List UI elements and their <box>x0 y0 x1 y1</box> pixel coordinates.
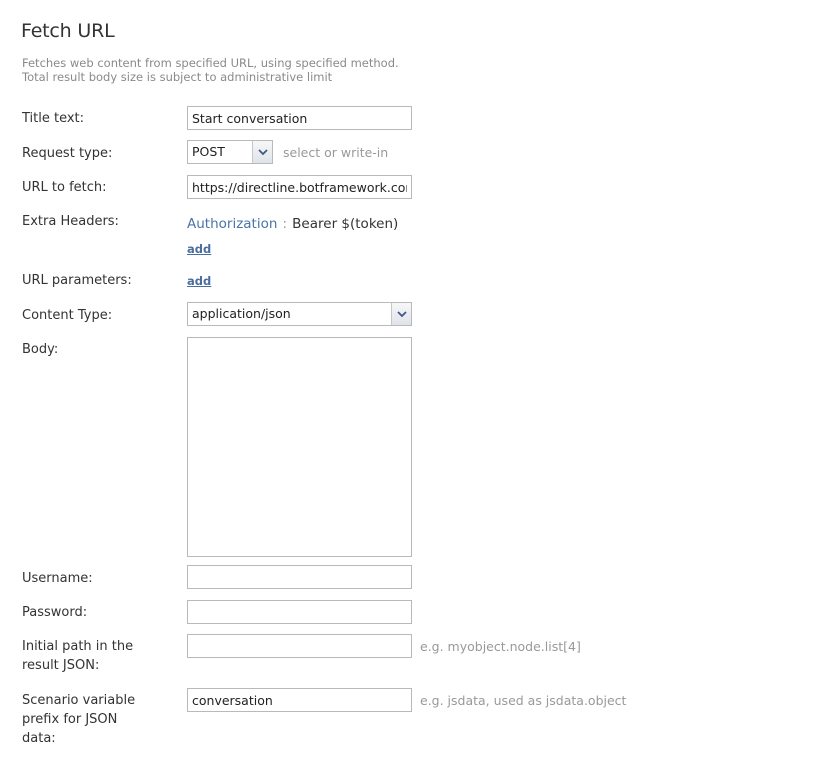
description-line-1: Fetches web content from specified URL, using specified method. <box>22 56 399 70</box>
chevron-down-icon <box>397 311 407 318</box>
page-title: Fetch URL <box>21 20 115 42</box>
scenario-prefix-label <box>22 691 135 748</box>
url-parameters-label: URL parameters: <box>22 273 132 288</box>
scenario-prefix-label-line-3: data: <box>22 731 56 746</box>
url-label: URL to fetch: <box>22 180 107 195</box>
request-type-label: Request type: <box>22 146 113 161</box>
initial-path-label-line-2: result JSON: <box>22 658 100 673</box>
username-input[interactable] <box>187 565 412 589</box>
initial-path-label <box>22 637 133 675</box>
title-text-input[interactable] <box>187 106 412 130</box>
add-header-link[interactable]: add <box>187 242 212 256</box>
content-type-dropdown-button[interactable] <box>391 303 411 325</box>
extra-header-value: Bearer $(token) <box>292 216 399 232</box>
initial-path-hint: e.g. myobject.node.list[4] <box>420 639 581 654</box>
page-description <box>22 56 399 84</box>
username-label: Username: <box>22 571 93 586</box>
body-textarea[interactable] <box>187 337 412 557</box>
initial-path-input[interactable] <box>187 634 412 658</box>
scenario-prefix-hint: e.g. jsdata, used as jsdata.object <box>420 693 627 708</box>
extra-headers-label: Extra Headers: <box>22 214 119 229</box>
scenario-prefix-label-line-2: prefix for JSON <box>22 712 118 727</box>
description-line-2: Total result body size is subject to administrative limit <box>22 70 333 84</box>
content-type-value: application/json <box>192 306 291 321</box>
request-type-dropdown-button[interactable] <box>252 141 272 163</box>
content-type-select[interactable] <box>187 302 412 326</box>
password-input[interactable] <box>187 600 412 624</box>
chevron-down-icon <box>258 149 268 156</box>
url-input[interactable] <box>187 175 412 199</box>
request-type-value: POST <box>192 144 225 159</box>
request-type-select[interactable] <box>187 140 273 164</box>
add-url-parameter-link[interactable]: add <box>187 274 212 288</box>
scenario-prefix-label-line-1: Scenario variable <box>22 693 136 708</box>
initial-path-label-line-1: Initial path in the <box>22 639 134 654</box>
body-label: Body: <box>22 342 59 357</box>
extra-header-row <box>187 213 398 232</box>
extra-header-key[interactable]: Authorization <box>187 216 278 232</box>
request-type-hint: select or write-in <box>283 145 389 160</box>
title-text-label: Title text: <box>22 111 85 126</box>
extra-header-separator: : <box>282 216 288 232</box>
password-label: Password: <box>22 605 88 620</box>
scenario-prefix-input[interactable] <box>187 688 412 712</box>
content-type-label: Content Type: <box>22 308 113 323</box>
